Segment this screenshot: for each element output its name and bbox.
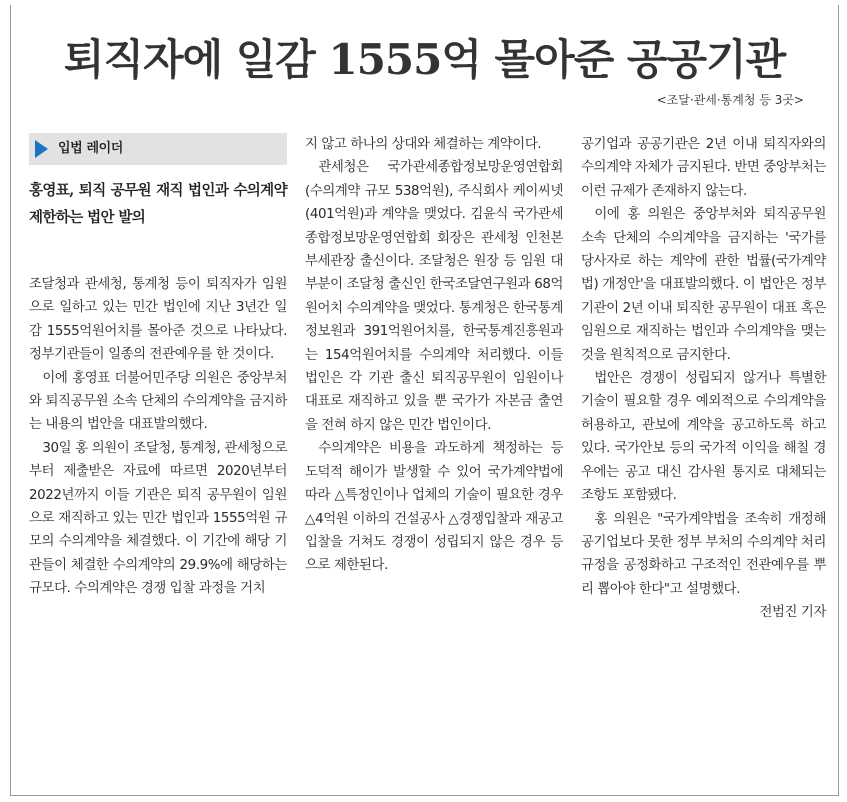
paragraph: 수의계약은 비용을 과도하게 책정하는 등 도덕적 해이가 발생할 수 있어 국가계약법에 따라 △특정인이나 업체의 기술이 필요한 경우 △4억원 이하의 건설공사 △경쟁입찰과 재공고입찰을 거쳐도 경쟁이 성립되지 않은 경우 등으로 제한된다. [305,441,563,574]
section-label: 입법 레이더 [58,141,123,157]
headline: 퇴직자에 일감 1555억 몰아준 공공기관 [63,35,786,84]
column-3 [581,133,826,625]
section-label-box [29,133,287,165]
paragraph: 지 않고 하나의 상대와 체결하는 계약이다. [305,137,542,152]
paragraph: 조달청과 관세청, 통계청 등이 퇴직자가 임원으로 일하고 있는 민간 법인에 지난 3년간 일감 1555억원어치를 몰아준 것으로 나타났다. 정부기관들이 일종의 전관예우를 한 것이다. [29,277,287,363]
byline: 전범진 기자 [759,605,826,621]
paragraph: 관세청은 국가관세종합정보망운영연합회(수의계약 규모 538억원), 주식회사 케이씨넷(401억원)과 계약을 맺었다. 김윤식 국가관세종합정보망운영연합회 회장은 관세청 인천본부세관장 출신이다. 조달청은 원장 등 임원 대부분이 조달청 출신인 한국조달연구원과 68억원어치 수의계약을 맺었다. 통계청은 한국통계정보원과 391억원어치를, 한국통계진흥원과는 154억원어치를 수의계약 처리했다. 이들 법인은 각 기관 출신 퇴직공무원이 임원이나 대표로 재직하고 있을 뿐 국가가 자본금 출연을 전혀 하지 않은 민간 법인이다. [305,160,563,433]
sub-headline: 홍영표, 퇴직 공무원 재직 법인과 수의계약 제한하는 법안 발의 [29,182,287,226]
closing-paragraph-with-byline [581,508,826,602]
triangle-marker-icon [35,140,48,158]
paragraph: 법안은 경쟁이 성립되지 않거나 특별한 기술이 필요할 경우 예외적으로 수의계약을 허용하고, 관보에 계약을 공고하도록 하고 있다. 국가안보 등의 국가적 이익을 해칠 경우에는 공고 대신 감사원 통지로 대체되는 조항도 포함됐다. [581,371,826,504]
subheadline: <조달·관세·통계청 등 3곳> [656,93,804,107]
article-frame [10,5,839,796]
paragraph: 이에 홍 의원은 중앙부처와 퇴직공무원 소속 단체의 수의계약을 금지하는 '국가를 당사자로 하는 계약에 관한 법률(국가계약법) 개정안'을 대표발의했다. 이 법안은 정부 기관이 2년 이내 퇴직한 공무원이 대표 혹은 임원으로 재직하는 법인과 수의계약을 맺는 것을 원칙적으로 금지한다. [581,207,826,363]
column-1 [29,133,287,601]
paragraph: 30일 홍 의원이 조달청, 통계청, 관세청으로부터 제출받은 자료에 따르면 2020년부터 2022년까지 이들 기관은 퇴직 공무원이 임원으로 재직하고 있는 민간 법인과 1555억원 규모의 수의계약을 체결했다. 이 기간에 해당 기관들이 체결한 수의계약의 29.9%에 해당하는 규모다. 수의계약은 경쟁 입찰 과정을 거치 [29,440,287,597]
paragraph: 이에 홍영표 더불어민주당 의원은 중앙부처와 퇴직공무원 소속 단체의 수의계약을 금지하는 내용의 법안을 대표발의했다. [29,370,287,433]
paragraph: 홍 의원은 "국가계약법을 조속히 개정해 공기업보다 못한 정부 부처의 수의계약 처리 규정을 공정화하고 구조적인 전관예우를 뿌리 뽑아야 한다"고 설명했다. [581,511,826,597]
column-2 [305,133,563,578]
paragraph: 공기업과 공공기관은 2년 이내 퇴직자와의 수의계약 자체가 금지된다. 반면 중앙부처는 이런 규제가 존재하지 않는다. [581,137,826,199]
